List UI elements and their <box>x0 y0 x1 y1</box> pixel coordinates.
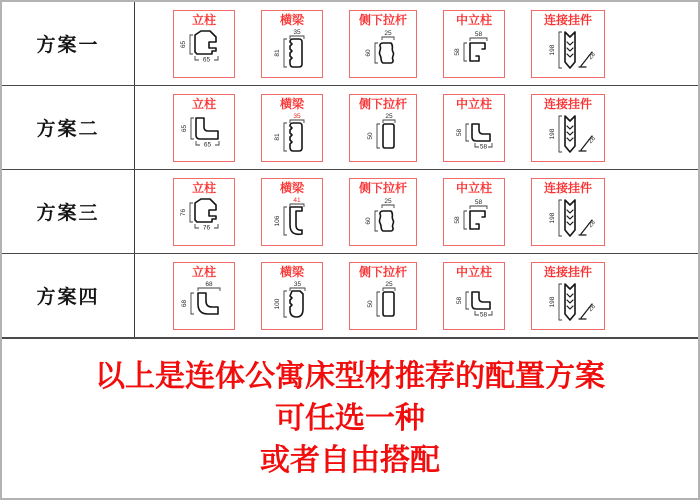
scheme-label: 方案三 <box>2 170 135 253</box>
svg-text:65: 65 <box>202 56 211 63</box>
footer-line: 可任选一种 <box>275 401 425 435</box>
part-card <box>349 262 417 330</box>
svg-text:58: 58 <box>454 215 461 224</box>
part-card <box>443 262 505 330</box>
part-card <box>173 10 235 78</box>
scheme-label: 方案二 <box>2 86 135 169</box>
svg-text:28: 28 <box>586 302 597 313</box>
scheme-label: 方案一 <box>2 2 135 85</box>
profile-cross-section-drawing <box>264 27 320 73</box>
svg-text:76: 76 <box>180 208 187 216</box>
svg-text:60: 60 <box>365 48 372 57</box>
svg-text:28: 28 <box>586 134 597 145</box>
profile-cross-section-drawing <box>355 279 411 325</box>
profile-cross-section-drawing <box>537 195 599 241</box>
svg-text:35: 35 <box>293 28 301 36</box>
scheme-label: 方案四 <box>2 254 135 337</box>
svg-text:198: 198 <box>549 44 556 55</box>
profile-cross-section-drawing <box>355 111 411 157</box>
part-title: 中立柱 <box>455 12 492 27</box>
part-title: 横梁 <box>279 264 304 279</box>
part-title: 立柱 <box>191 12 216 27</box>
svg-text:58: 58 <box>454 47 461 56</box>
part-card <box>531 178 605 246</box>
part-card <box>173 262 235 330</box>
part-title: 立柱 <box>191 264 216 279</box>
footer-note <box>2 339 698 498</box>
svg-text:58: 58 <box>479 311 488 318</box>
part-card <box>531 10 605 78</box>
part-title: 连接挂件 <box>543 96 592 111</box>
svg-text:198: 198 <box>549 212 556 223</box>
profile-cross-section-drawing <box>176 27 232 73</box>
part-card <box>173 94 235 162</box>
profile-cross-section-drawing <box>264 195 320 241</box>
part-title: 中立柱 <box>455 180 492 195</box>
svg-text:68: 68 <box>205 280 213 288</box>
profile-cross-section-drawing <box>264 279 320 325</box>
svg-text:28: 28 <box>586 218 597 229</box>
svg-text:198: 198 <box>549 128 556 139</box>
svg-text:81: 81 <box>274 48 281 57</box>
profile-cross-section-drawing <box>537 111 599 157</box>
svg-text:35: 35 <box>293 280 302 288</box>
svg-text:81: 81 <box>274 132 281 141</box>
part-card <box>443 178 505 246</box>
part-card <box>173 178 235 246</box>
svg-text:25: 25 <box>385 112 393 120</box>
part-title: 侧下拉杆 <box>358 12 407 27</box>
part-card <box>349 178 417 246</box>
part-card <box>261 94 323 162</box>
profile-cross-section-drawing <box>264 111 320 157</box>
svg-text:106: 106 <box>274 215 281 226</box>
svg-text:60: 60 <box>365 216 372 225</box>
part-card <box>261 10 323 78</box>
svg-text:65: 65 <box>181 124 188 132</box>
part-title: 立柱 <box>191 96 216 111</box>
part-card <box>531 94 605 162</box>
svg-text:100: 100 <box>274 298 281 309</box>
part-title: 侧下拉杆 <box>358 264 407 279</box>
profile-cross-section-drawing <box>537 27 599 73</box>
part-title: 连接挂件 <box>543 264 592 279</box>
svg-text:41: 41 <box>293 196 301 204</box>
svg-text:58: 58 <box>479 143 488 150</box>
part-card <box>531 262 605 330</box>
svg-text:68: 68 <box>181 299 188 307</box>
svg-text:58: 58 <box>456 128 463 136</box>
svg-text:50: 50 <box>367 299 374 308</box>
svg-text:25: 25 <box>385 280 393 288</box>
scheme-parts <box>135 170 698 253</box>
svg-text:58: 58 <box>474 30 483 38</box>
svg-text:65: 65 <box>203 141 212 148</box>
svg-text:65: 65 <box>180 40 187 48</box>
svg-text:198: 198 <box>549 296 556 307</box>
part-card <box>443 10 505 78</box>
part-card <box>349 94 417 162</box>
part-title: 横梁 <box>279 180 304 195</box>
profile-cross-section-drawing <box>176 195 232 241</box>
svg-text:76: 76 <box>202 224 211 231</box>
part-title: 中立柱 <box>455 264 492 279</box>
scheme-row <box>2 2 698 86</box>
part-card <box>349 10 417 78</box>
part-title: 立柱 <box>191 180 216 195</box>
scheme-parts <box>135 254 698 337</box>
profile-cross-section-drawing <box>355 195 411 241</box>
svg-text:58: 58 <box>456 296 463 304</box>
profile-cross-section-drawing <box>537 279 599 325</box>
part-title: 横梁 <box>279 96 304 111</box>
part-title: 横梁 <box>279 12 304 27</box>
profile-cross-section-drawing <box>446 195 502 241</box>
scheme-parts <box>135 86 698 169</box>
footer-line: 或者自由搭配 <box>260 443 440 477</box>
scheme-row <box>2 170 698 254</box>
scheme-parts <box>135 2 698 85</box>
part-title: 连接挂件 <box>543 12 592 27</box>
part-card <box>261 178 323 246</box>
part-title: 连接挂件 <box>543 180 592 195</box>
profile-cross-section-drawing <box>176 111 232 157</box>
profile-cross-section-drawing <box>446 27 502 73</box>
svg-text:58: 58 <box>474 198 483 206</box>
footer-line: 以上是连体公寓床型材推荐的配置方案 <box>95 359 605 393</box>
part-title: 侧下拉杆 <box>358 180 407 195</box>
svg-text:35: 35 <box>293 112 301 120</box>
scheme-row <box>2 254 698 339</box>
part-title: 中立柱 <box>455 96 492 111</box>
profile-cross-section-drawing <box>446 111 502 157</box>
svg-text:28: 28 <box>586 50 597 61</box>
part-card <box>261 262 323 330</box>
profile-cross-section-drawing <box>355 27 411 73</box>
svg-text:25: 25 <box>384 29 392 37</box>
svg-text:25: 25 <box>384 197 392 205</box>
profile-cross-section-drawing <box>176 279 232 325</box>
profile-cross-section-drawing <box>446 279 502 325</box>
svg-text:50: 50 <box>367 131 374 140</box>
part-card <box>443 94 505 162</box>
scheme-row <box>2 86 698 170</box>
part-title: 侧下拉杆 <box>358 96 407 111</box>
